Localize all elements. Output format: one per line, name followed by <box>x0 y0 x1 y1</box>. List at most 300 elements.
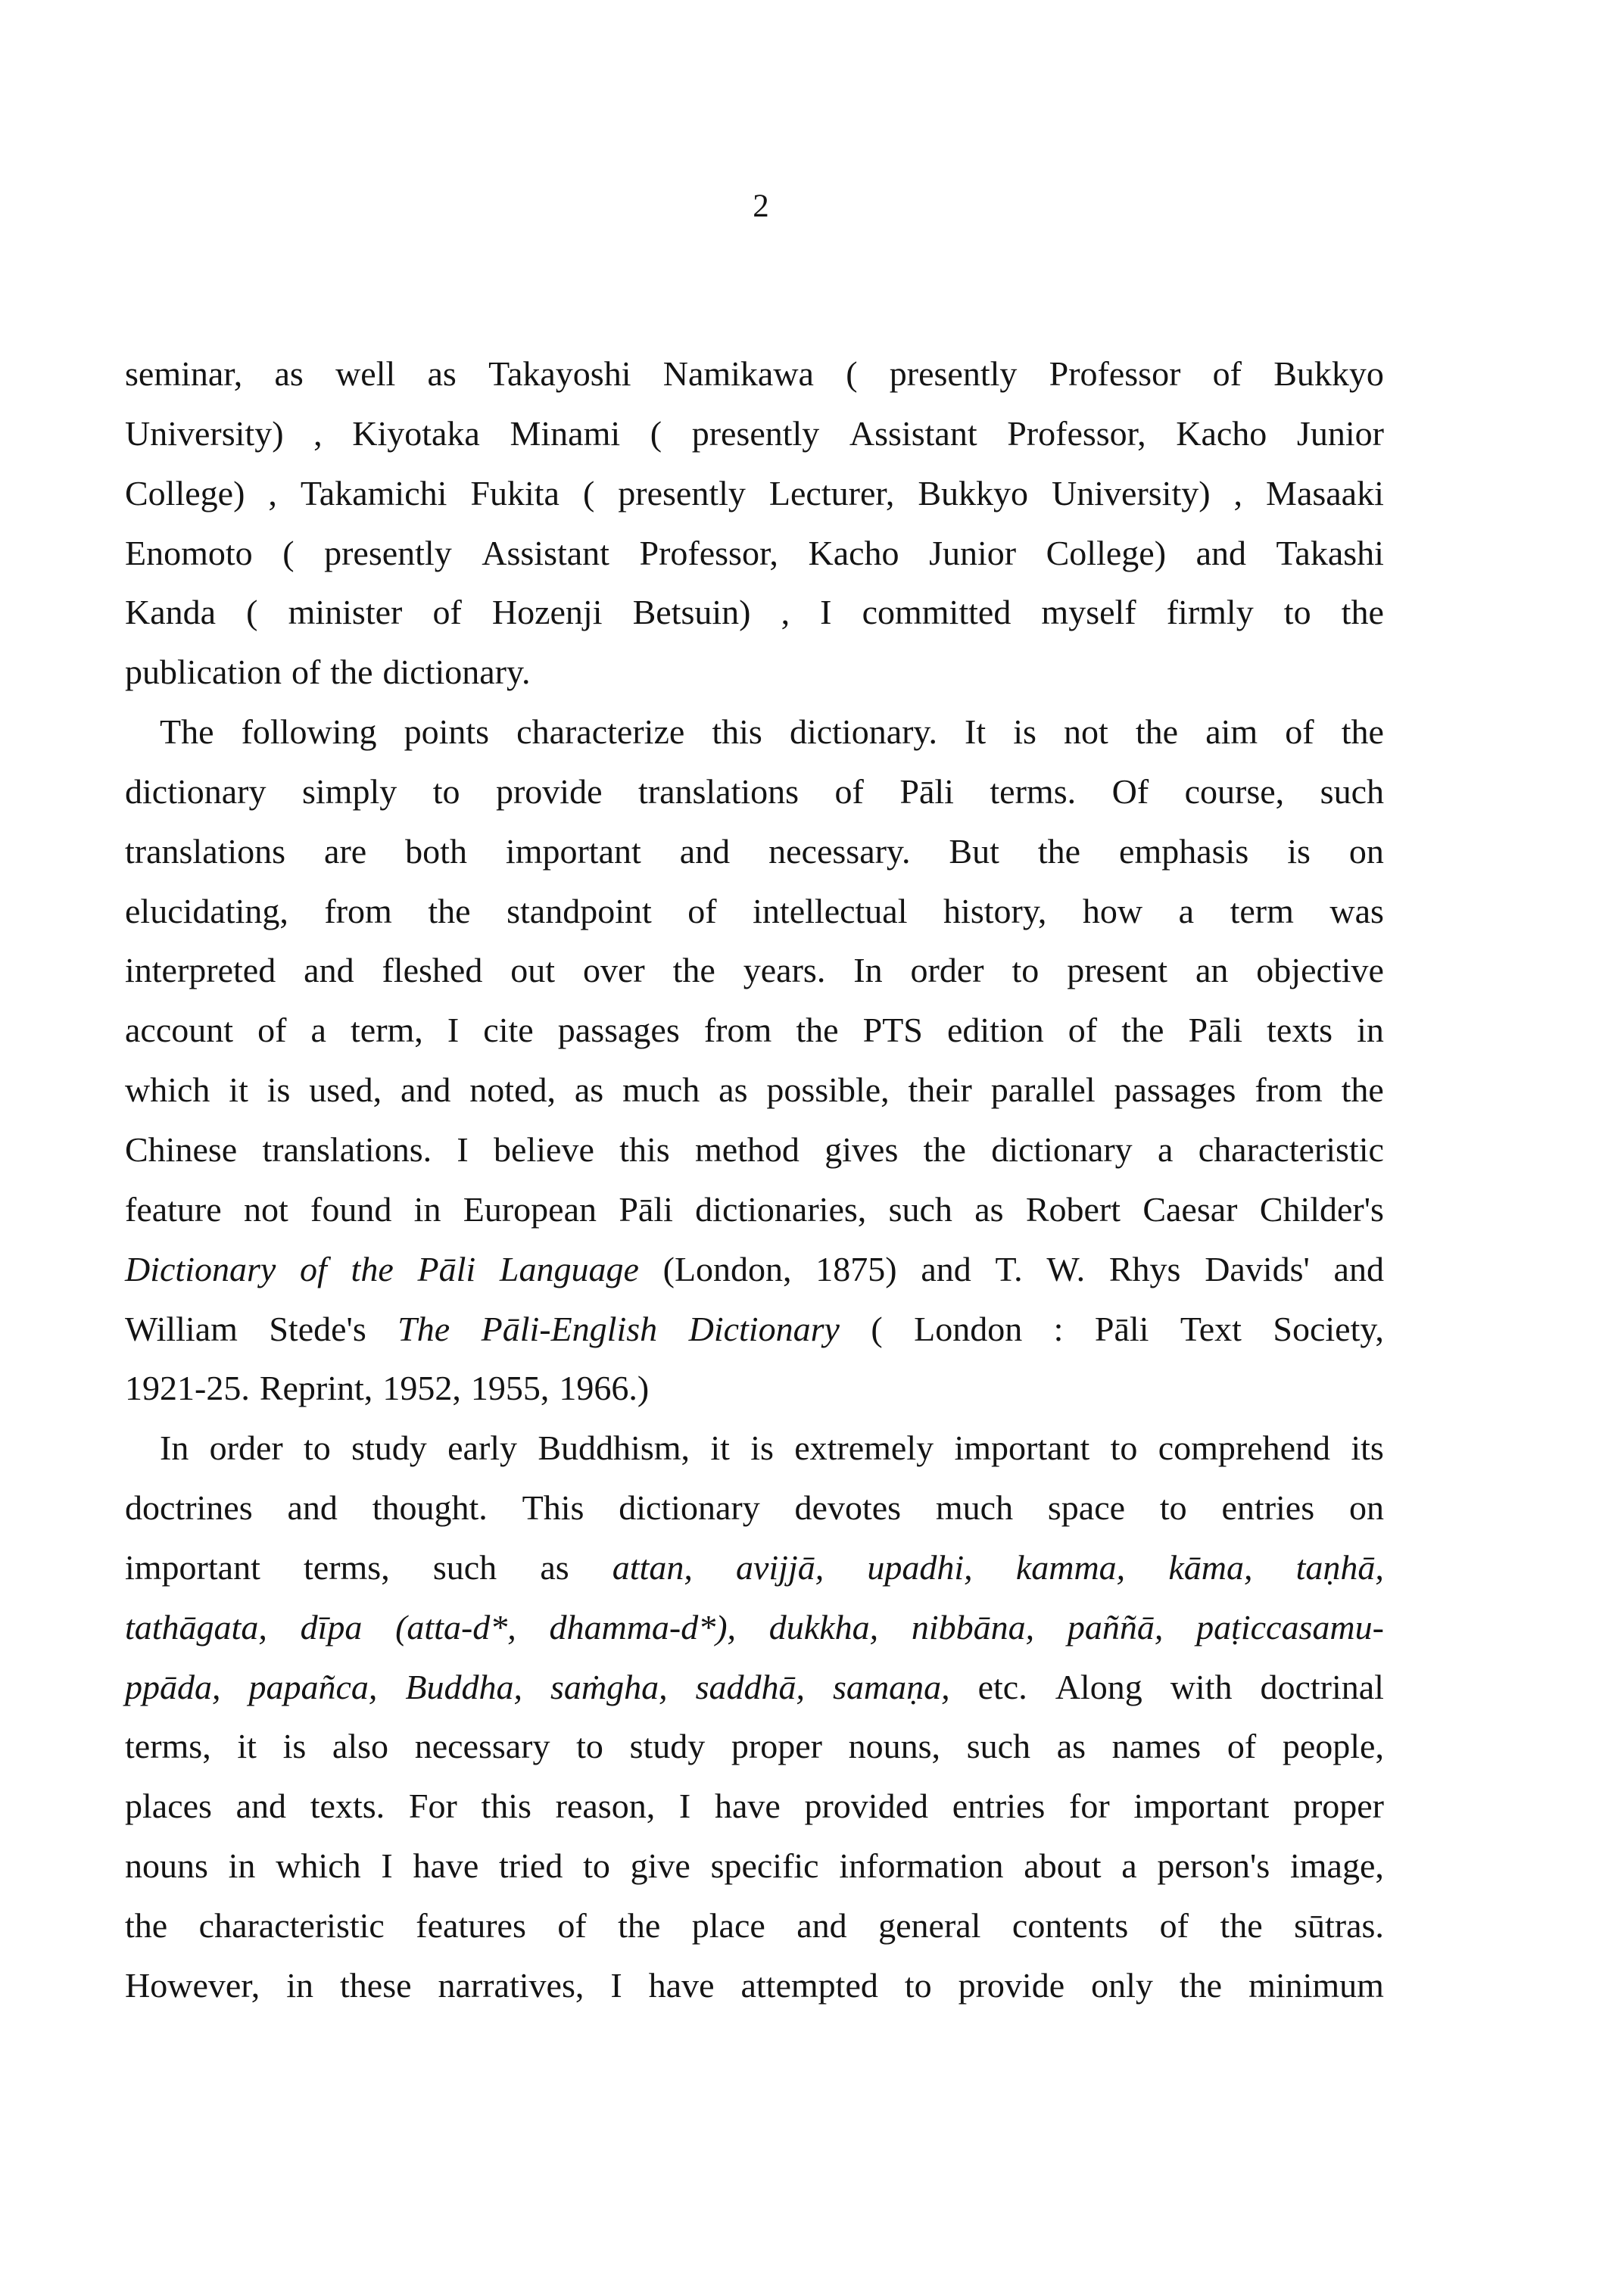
text-line <box>125 1419 1384 1478</box>
word: devotes <box>794 1488 902 1528</box>
word: Stede's <box>269 1309 366 1348</box>
word: passages <box>557 1011 680 1050</box>
word: ( <box>846 354 858 393</box>
word: study <box>629 1727 706 1766</box>
word: Betsuin) <box>632 593 751 632</box>
text-line <box>125 1896 1384 1956</box>
text-line <box>125 703 1384 762</box>
word: ( <box>871 1309 883 1348</box>
word: to <box>432 771 460 811</box>
word: It <box>965 712 987 752</box>
word: emphasis <box>1119 831 1249 871</box>
text-line <box>125 344 1384 404</box>
word: Kiyotaka <box>352 413 480 453</box>
word: Lecturer, <box>768 473 895 512</box>
word: Robert <box>1025 1189 1121 1229</box>
word: used, <box>309 1070 382 1110</box>
word: terms, <box>125 1727 211 1766</box>
word: 1966.) <box>559 1369 650 1408</box>
word: on <box>1348 831 1384 871</box>
word: both <box>405 831 467 871</box>
text-line <box>125 1001 1384 1061</box>
word: sūtras. <box>1294 1905 1384 1945</box>
word: Takashi <box>1276 533 1384 572</box>
word: University) <box>1052 473 1211 512</box>
word: in <box>286 1965 314 2005</box>
word: the <box>1220 1905 1263 1945</box>
word: I <box>820 593 832 632</box>
word: simply <box>301 771 397 811</box>
word: William <box>125 1309 238 1348</box>
word: important <box>954 1428 1090 1468</box>
word: 1921-25. <box>125 1369 250 1408</box>
word: samaṇa, <box>832 1667 950 1706</box>
word: noted, <box>469 1070 556 1110</box>
word: this <box>481 1787 531 1826</box>
word: Reprint, <box>259 1369 373 1408</box>
page-number: 2 <box>753 188 769 224</box>
word: The <box>397 1309 450 1348</box>
word: a <box>1121 1846 1137 1886</box>
word: term, <box>351 1011 423 1050</box>
word: Pāli-English <box>481 1309 658 1348</box>
word: contents <box>1011 1905 1129 1945</box>
word: out <box>510 951 556 990</box>
word: from <box>324 891 392 930</box>
text-line <box>125 404 1384 464</box>
word: London <box>914 1309 1023 1348</box>
word: of <box>432 593 462 632</box>
word: I <box>457 1129 469 1169</box>
word: committed <box>862 593 1011 632</box>
word: terms, <box>304 1547 390 1587</box>
word: 1875) <box>815 1249 897 1288</box>
word: to <box>304 1428 331 1468</box>
word: taṇhā, <box>1295 1547 1384 1587</box>
word: the <box>1341 1070 1384 1110</box>
text-line <box>125 583 1384 643</box>
word: order <box>910 951 984 990</box>
word: 1952, <box>382 1369 461 1408</box>
text-line <box>125 524 1384 584</box>
word: proper <box>731 1727 822 1766</box>
word: translations. <box>262 1129 432 1169</box>
word: to <box>1283 593 1311 632</box>
word: Kacho <box>1176 413 1267 453</box>
word: characteristic <box>1198 1129 1384 1169</box>
word: I <box>447 1011 460 1050</box>
word: I <box>678 1787 691 1826</box>
word: ppāda, <box>125 1667 221 1706</box>
word: to <box>1159 1488 1187 1528</box>
text-line <box>125 643 1384 703</box>
word: study <box>351 1428 427 1468</box>
word: provide <box>495 771 603 811</box>
word: the <box>923 1129 966 1169</box>
word: , <box>1233 473 1243 512</box>
word: Takamichi <box>300 473 447 512</box>
word: over <box>582 951 645 990</box>
word: these <box>340 1965 412 2005</box>
word: and <box>1195 533 1246 572</box>
word: characteristic <box>198 1905 385 1945</box>
word: of <box>300 1249 327 1288</box>
word: much <box>622 1070 700 1110</box>
text-line <box>125 1359 1384 1419</box>
word: ( <box>246 593 258 632</box>
word: characterize <box>516 712 685 752</box>
word: ( <box>650 413 662 453</box>
word: their <box>908 1070 972 1110</box>
word: necessary. <box>768 831 911 871</box>
word: the <box>125 1905 168 1945</box>
word: places <box>125 1787 212 1826</box>
word: interpreted <box>125 951 276 990</box>
word: which <box>125 1070 210 1110</box>
word: provide <box>958 1965 1065 2005</box>
word: this <box>712 712 762 752</box>
word: publication <box>125 653 282 692</box>
word: tried <box>499 1846 563 1886</box>
word: elucidating, <box>125 891 288 930</box>
word: entries <box>952 1787 1046 1826</box>
word: But <box>949 831 999 871</box>
word: fleshed <box>382 951 483 990</box>
word: an <box>1195 951 1229 990</box>
word: the <box>1179 1965 1223 2005</box>
word: Text <box>1180 1309 1242 1348</box>
word: comprehend <box>1158 1428 1331 1468</box>
word: years. <box>743 951 826 990</box>
word: passages <box>1114 1070 1236 1110</box>
word: In <box>160 1428 189 1468</box>
word: I <box>610 1965 622 2005</box>
word: term <box>1230 891 1294 930</box>
word: Childer's <box>1259 1189 1384 1229</box>
word: as <box>274 354 304 393</box>
word: Professor <box>1049 354 1181 393</box>
word: features <box>416 1905 526 1945</box>
word: this <box>619 1129 670 1169</box>
word: doctrines <box>125 1488 253 1528</box>
word: information <box>839 1846 1004 1886</box>
word: intellectual <box>753 891 908 930</box>
word: in <box>413 1189 441 1229</box>
word: College) <box>125 473 245 512</box>
word: doctrinal <box>1260 1667 1384 1706</box>
word: have <box>714 1787 781 1826</box>
word: Rhys <box>1108 1249 1181 1288</box>
word: dictionary <box>991 1129 1133 1169</box>
word: ( <box>282 533 295 572</box>
word: objective <box>1256 951 1384 990</box>
word: Professor, <box>1007 413 1146 453</box>
word: Fukita <box>470 473 560 512</box>
word: nouns <box>125 1846 208 1886</box>
word: ( <box>582 473 595 512</box>
word: (London, <box>662 1249 792 1288</box>
word: Minami <box>510 413 621 453</box>
word: (atta-d*, <box>395 1607 516 1647</box>
word: dīpa <box>300 1607 363 1647</box>
word: is <box>267 1070 291 1110</box>
word: of <box>1068 1011 1098 1050</box>
word: it <box>229 1070 248 1110</box>
word: narratives, <box>438 1965 584 2005</box>
word: of <box>1159 1905 1189 1945</box>
word: dictionary <box>619 1488 760 1528</box>
word: Junior <box>929 533 1017 572</box>
word: of <box>1285 712 1314 752</box>
word: from <box>1255 1070 1323 1110</box>
word: Junior <box>1296 413 1384 453</box>
word: early <box>447 1428 518 1468</box>
word: a <box>1178 891 1195 930</box>
word: dukkha, <box>768 1607 879 1647</box>
word: the <box>351 1249 394 1288</box>
text-line <box>125 1538 1384 1598</box>
word: well <box>335 354 396 393</box>
word: have <box>648 1965 715 2005</box>
word: dictionary. <box>789 712 937 752</box>
word: Bukkyo <box>1273 354 1384 393</box>
word: the <box>1341 712 1384 752</box>
word: Kacho <box>808 533 899 572</box>
text-line <box>125 1478 1384 1538</box>
word: etc. <box>977 1667 1027 1706</box>
word: specific <box>710 1846 819 1886</box>
word: Pāli <box>417 1249 476 1288</box>
word: paṭiccasamu- <box>1196 1607 1384 1647</box>
word: Masaaki <box>1266 473 1384 512</box>
word: parallel <box>990 1070 1096 1110</box>
word: paññā, <box>1067 1607 1164 1647</box>
word: European <box>463 1189 597 1229</box>
word: Takayoshi <box>488 354 631 393</box>
word: a <box>1158 1129 1174 1169</box>
word: how <box>1082 891 1143 930</box>
word: as <box>540 1547 569 1587</box>
word: in <box>1357 1011 1384 1050</box>
word: to <box>576 1727 603 1766</box>
word: such <box>966 1727 1031 1766</box>
word: Pāli <box>619 1189 673 1229</box>
word: as <box>718 1070 748 1110</box>
word: believe <box>494 1129 594 1169</box>
word: as <box>974 1189 1004 1229</box>
word: dictionary <box>125 771 267 811</box>
word: for <box>1069 1787 1110 1826</box>
word: extremely <box>794 1428 934 1468</box>
word: Davids' <box>1205 1249 1310 1288</box>
word: important <box>1133 1787 1270 1826</box>
word: proper <box>1292 1787 1384 1826</box>
text-line <box>125 1300 1384 1360</box>
word: Caesar <box>1142 1189 1238 1229</box>
word: Dictionary <box>125 1249 276 1288</box>
word: order <box>209 1428 283 1468</box>
word: dictionaries, <box>695 1189 867 1229</box>
word: presently <box>618 473 746 512</box>
word: of <box>687 891 717 930</box>
word: Kanda <box>125 593 217 632</box>
word: the <box>1121 1011 1164 1050</box>
word: image, <box>1289 1846 1384 1886</box>
word: possible, <box>766 1070 890 1110</box>
word: the <box>1135 712 1179 752</box>
word: important <box>505 831 641 871</box>
word: texts. <box>310 1787 385 1826</box>
word: minister <box>288 593 403 632</box>
word: method <box>694 1129 800 1169</box>
word: and <box>401 1070 451 1110</box>
word: saṁgha, <box>550 1667 668 1706</box>
word: on <box>1348 1488 1384 1528</box>
word: such <box>432 1547 497 1587</box>
word: Dictionary <box>688 1309 840 1348</box>
word: provided <box>804 1787 928 1826</box>
word: general <box>878 1905 981 1945</box>
word: is <box>1287 831 1311 871</box>
word: Pāli <box>1094 1309 1149 1348</box>
word: its <box>1351 1428 1384 1468</box>
word: following <box>241 712 377 752</box>
word: Enomoto <box>125 533 253 572</box>
word: upadhi, <box>867 1547 973 1587</box>
word: Assistant <box>482 533 609 572</box>
word: give <box>630 1846 690 1886</box>
word: terms. <box>990 771 1077 811</box>
word: presently <box>324 533 452 572</box>
word: I <box>381 1846 393 1886</box>
word: to <box>1110 1428 1138 1468</box>
word: person's <box>1157 1846 1270 1886</box>
word: of <box>834 771 864 811</box>
word: aim <box>1205 712 1258 752</box>
word: Pāli <box>899 771 954 811</box>
word: Assistant <box>849 413 977 453</box>
word: The <box>160 712 214 752</box>
word: such <box>1320 771 1384 811</box>
word: , <box>313 413 323 453</box>
word: : <box>1053 1309 1064 1348</box>
word: only <box>1091 1965 1153 2005</box>
word: people, <box>1282 1727 1384 1766</box>
word: Bukkyo <box>918 473 1029 512</box>
text-line <box>125 882 1384 942</box>
word: not <box>1064 712 1108 752</box>
word: the <box>618 1905 661 1945</box>
word: presently <box>691 413 820 453</box>
word: have <box>413 1846 479 1886</box>
word: the <box>428 891 471 930</box>
word: account <box>125 1011 234 1050</box>
word: a <box>310 1011 326 1050</box>
word: This <box>522 1488 584 1528</box>
word: space <box>1047 1488 1126 1528</box>
word: thought. <box>372 1488 488 1528</box>
word: the <box>1037 831 1081 871</box>
word: Society, <box>1273 1309 1384 1348</box>
word: Professor, <box>639 533 778 572</box>
word: and <box>304 951 354 990</box>
word: which <box>276 1846 361 1886</box>
word: and <box>235 1787 287 1826</box>
word: Namikawa <box>662 354 814 393</box>
text-line <box>125 762 1384 822</box>
word: For <box>408 1787 457 1826</box>
word: firmly <box>1166 593 1254 632</box>
word: W. <box>1046 1249 1086 1288</box>
text-line <box>125 1061 1384 1120</box>
word: about <box>1024 1846 1102 1886</box>
word: seminar, <box>125 354 243 393</box>
word: College) <box>1046 533 1167 572</box>
word: is <box>1013 712 1036 752</box>
text-line <box>125 1777 1384 1837</box>
text-line <box>125 1180 1384 1240</box>
word: Pāli <box>1188 1011 1243 1050</box>
text-line <box>125 1717 1384 1777</box>
word: found <box>310 1189 392 1229</box>
word: , <box>781 593 790 632</box>
word: the <box>1341 593 1384 632</box>
word: to <box>904 1965 932 2005</box>
word: cite <box>483 1011 534 1050</box>
word: avijjā, <box>735 1547 824 1587</box>
word: from <box>703 1011 772 1050</box>
word: to <box>583 1846 610 1886</box>
word: standpoint <box>507 891 652 930</box>
word: Of <box>1111 771 1149 811</box>
word: However, <box>125 1965 260 2005</box>
word: the <box>672 951 715 990</box>
word: 1955, <box>470 1369 550 1408</box>
word: course, <box>1184 771 1285 811</box>
word: and <box>796 1905 847 1945</box>
word: of <box>257 1011 287 1050</box>
word: to <box>1011 951 1040 990</box>
word: it <box>710 1428 730 1468</box>
word: names <box>1111 1727 1202 1766</box>
word: present <box>1067 951 1168 990</box>
word: reason, <box>555 1787 656 1826</box>
word: and <box>1333 1249 1384 1288</box>
word: Hozenji <box>491 593 603 632</box>
word: are <box>324 831 367 871</box>
word: and <box>679 831 731 871</box>
word: attan, <box>612 1547 693 1587</box>
word: necessary <box>414 1727 550 1766</box>
word: presently <box>889 354 1018 393</box>
word: was <box>1329 891 1384 930</box>
word: as <box>427 354 457 393</box>
word: of <box>1227 1727 1257 1766</box>
word: translations <box>637 771 800 811</box>
word: as <box>574 1070 604 1110</box>
word: Chinese <box>125 1129 238 1169</box>
word: PTS <box>862 1011 923 1050</box>
word: place <box>691 1905 765 1945</box>
word: translations <box>125 831 286 871</box>
word: nouns, <box>848 1727 941 1766</box>
word: points <box>404 712 490 752</box>
word: papañca, <box>248 1667 378 1706</box>
word: dictionary. <box>382 653 531 692</box>
word: entries <box>1221 1488 1315 1528</box>
word: in <box>228 1846 256 1886</box>
text-line <box>125 1598 1384 1658</box>
